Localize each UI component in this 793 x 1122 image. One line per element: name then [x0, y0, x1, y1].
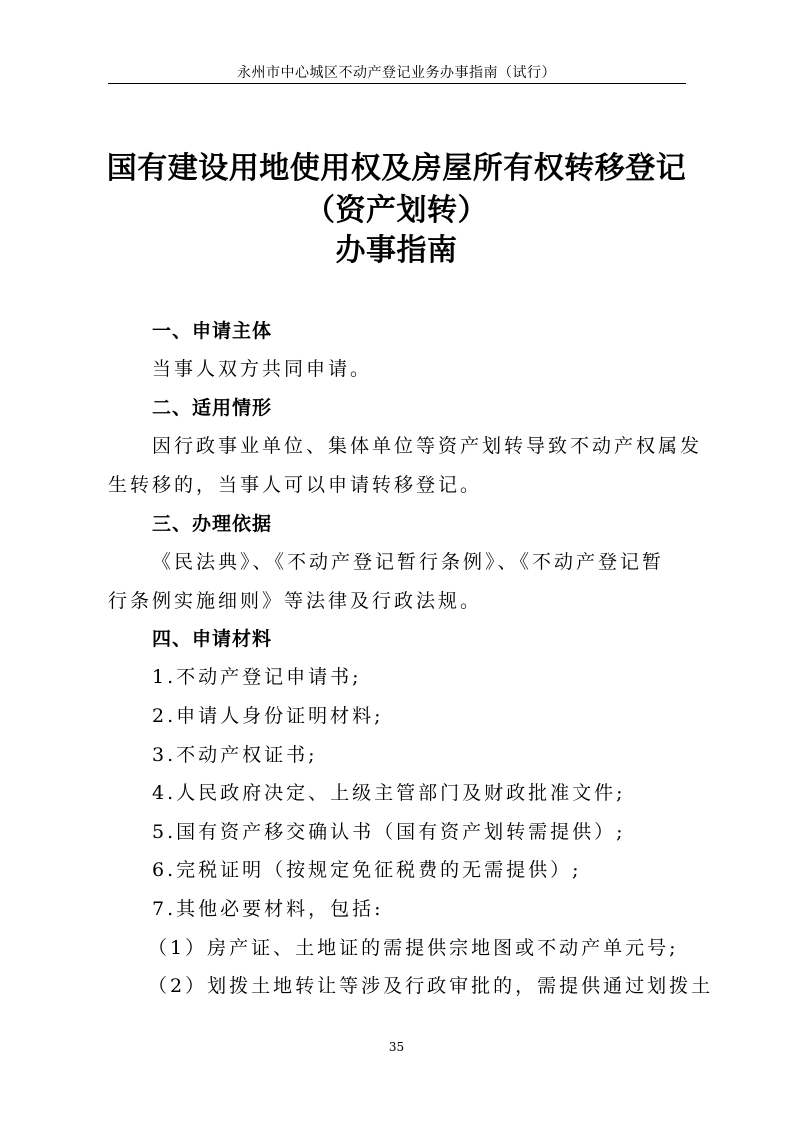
- paragraph-line: 当事人双方共同申请。: [152, 358, 373, 380]
- paragraph-line: 因行政事业单位、集体单位等资产划转导致不动产权属发: [152, 435, 703, 457]
- list-item: 7.其他必要材料，包括:: [152, 898, 384, 920]
- section-heading-scope: 二、适用情形: [152, 397, 273, 419]
- list-item: 2.申请人身份证明材料;: [152, 705, 384, 727]
- section-heading-legal-basis: 三、办理依据: [152, 513, 273, 535]
- section-heading-materials: 四、申请材料: [152, 628, 273, 650]
- paragraph-line: 生转移的，当事人可以申请转移登记。: [108, 474, 483, 496]
- paragraph-line: 《民法典》、《不动产登记暂行条例》、《不动产登记暂: [152, 551, 665, 573]
- list-sub-item: （2）划拨土地转让等涉及行政审批的，需提供通过划拨土: [148, 975, 714, 997]
- document-title-line-1: 国有建设用地使用权及房屋所有权转移登记: [106, 151, 687, 186]
- header-divider: [108, 83, 686, 84]
- section-heading-applicant: 一、申请主体: [152, 320, 273, 342]
- running-header: 永州市中心城区不动产登记业务办事指南（试行）: [237, 65, 556, 81]
- document-title-line-3: 办事指南: [335, 233, 458, 268]
- list-item: 3.不动产权证书;: [152, 744, 318, 766]
- document-title-line-2: （资产划转）: [305, 193, 488, 228]
- page-number: 35: [388, 1040, 405, 1054]
- paragraph-line: 行条例实施细则》等法律及行政法规。: [108, 590, 483, 612]
- list-sub-item: （1）房产证、土地证的需提供宗地图或不动产单元号;: [148, 937, 679, 959]
- list-item: 1.不动产登记申请书;: [152, 666, 362, 688]
- list-item: 5.国有资产移交确认书（国有资产划转需提供）;: [152, 821, 626, 843]
- list-item: 6.完税证明（按规定免征税费的无需提供）;: [152, 859, 582, 881]
- list-item: 4.人民政府决定、上级主管部门及财政批准文件;: [152, 782, 626, 804]
